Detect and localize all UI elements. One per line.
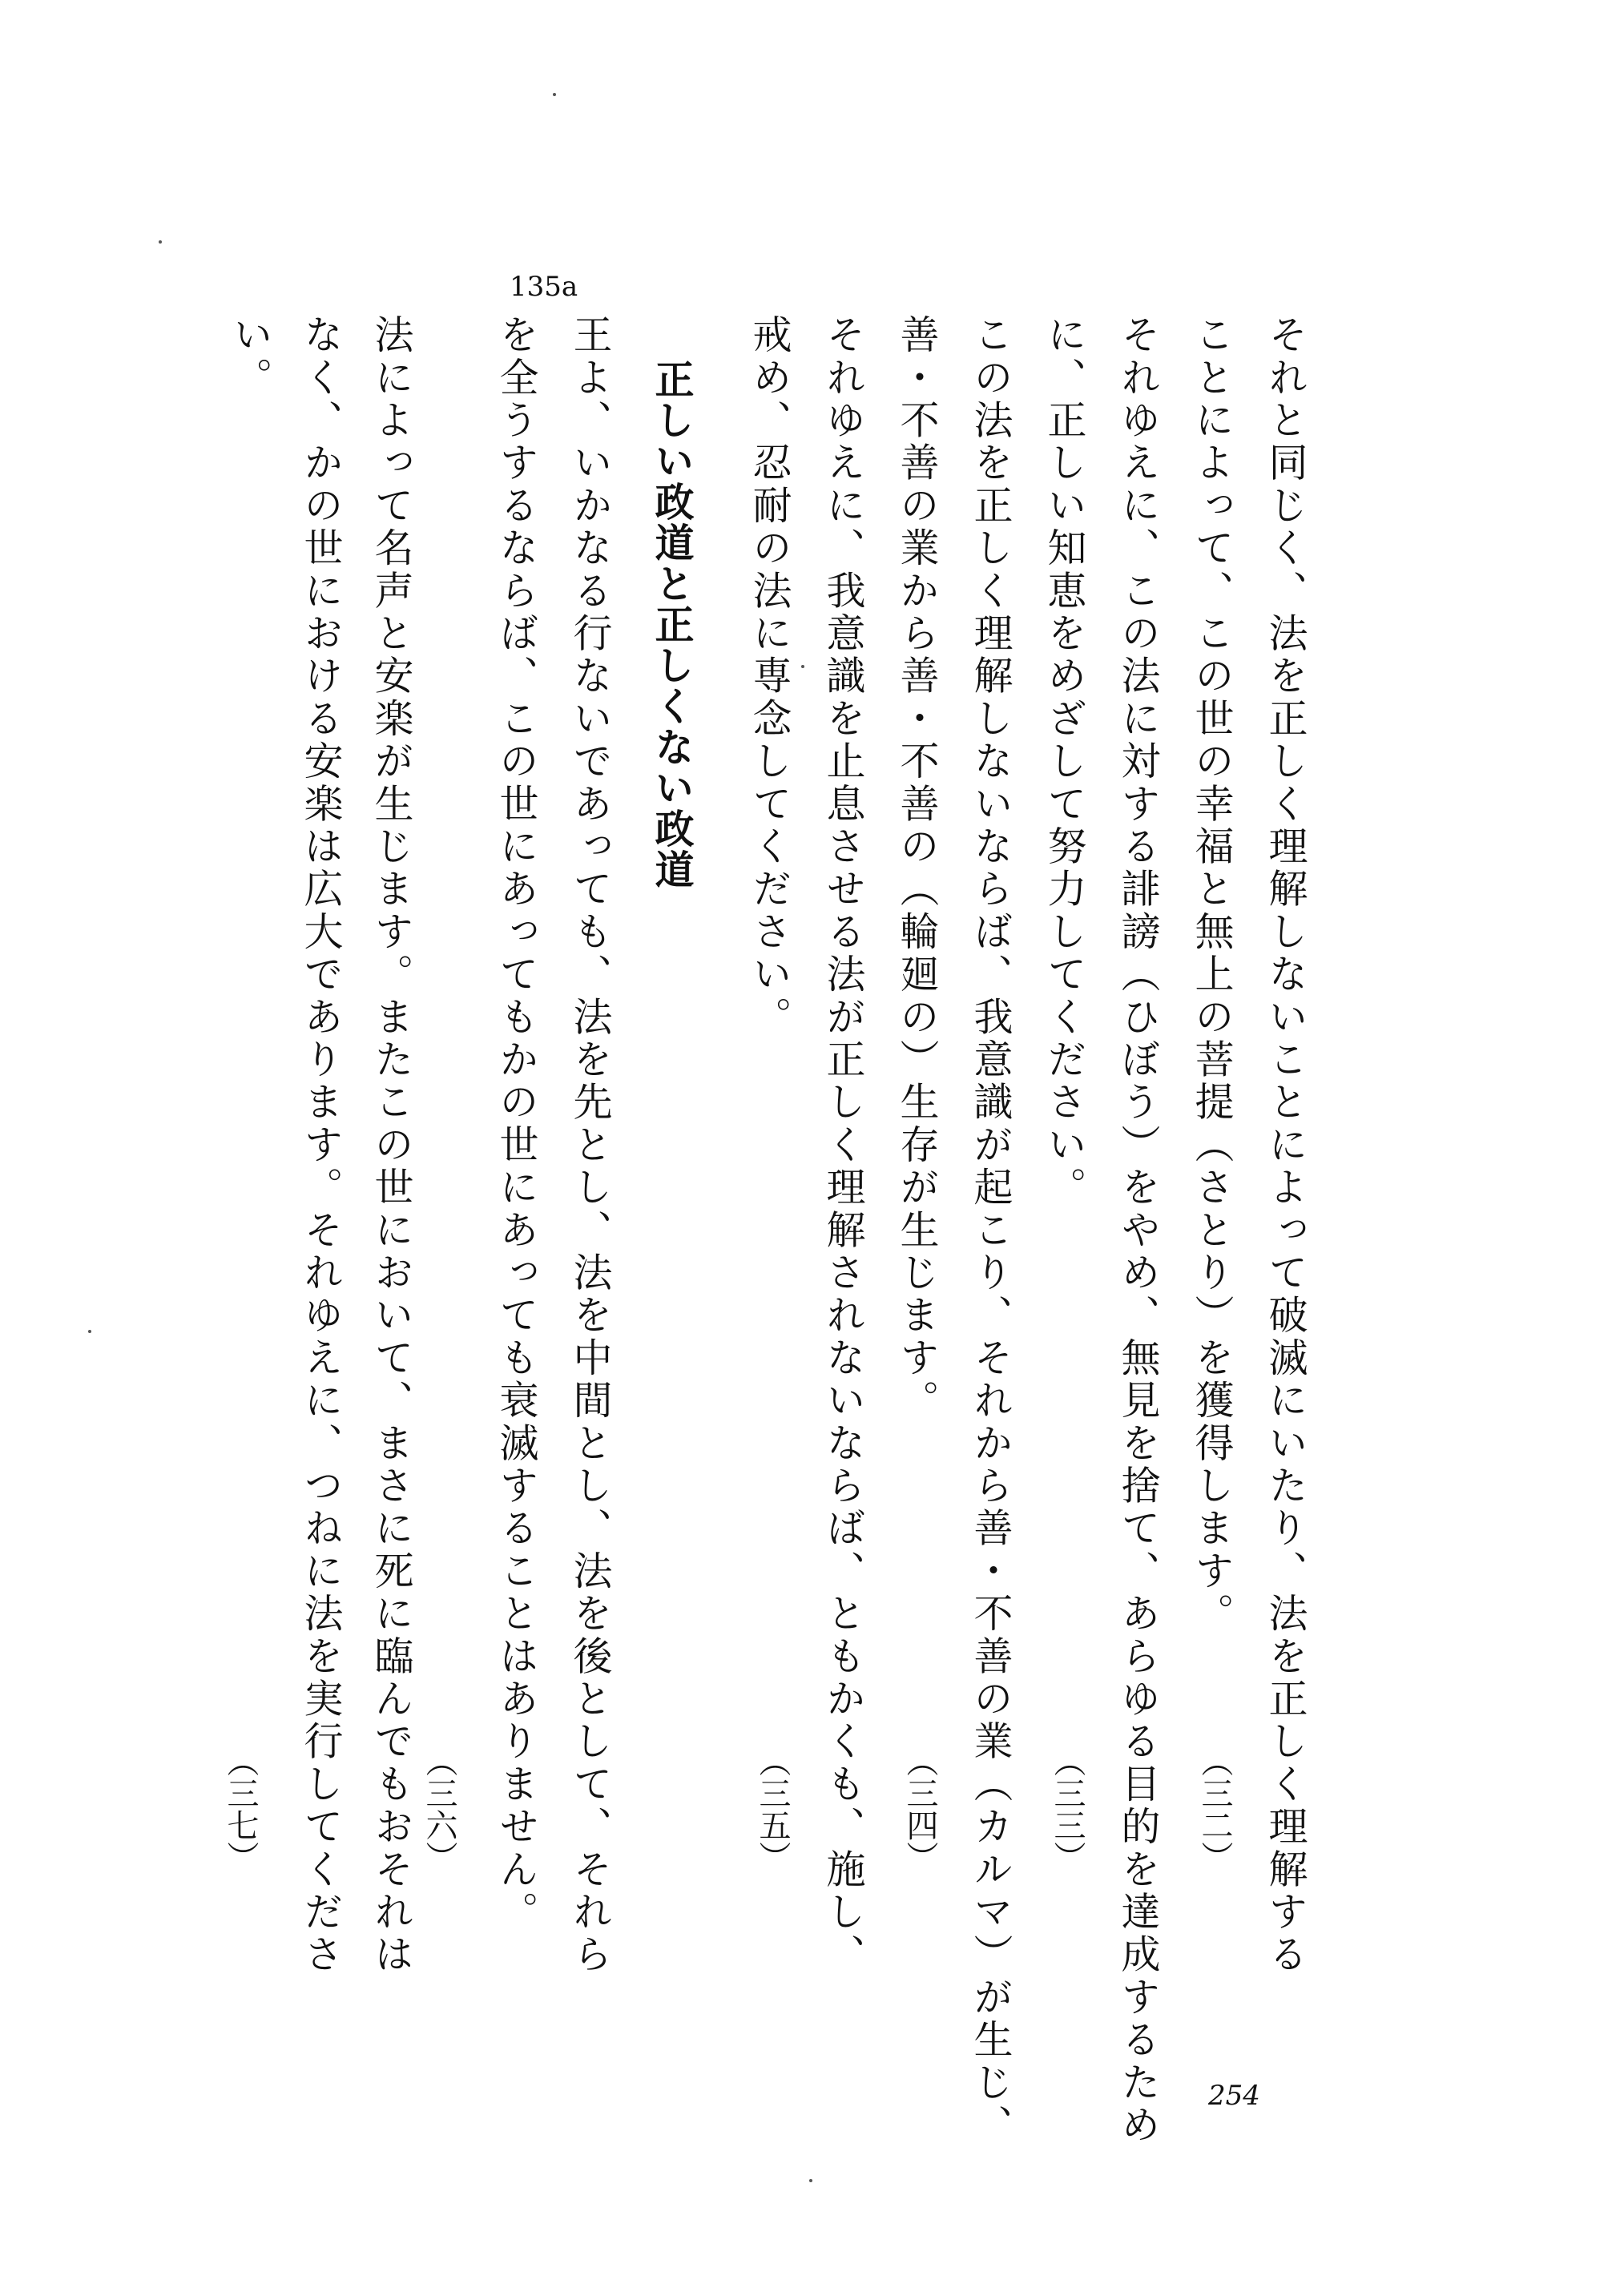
verse-number: （三七） [222,1745,259,1873]
verse-number: （三三） [1049,1745,1086,1873]
text-line: い。 [228,314,273,400]
margin-reference: 135a [510,271,578,303]
section-heading: 正しい政道と正しくない政道 [649,359,695,890]
text-line: ことによって、この世の幸福と無上の菩提（さとり）を獲得します。 [1189,314,1235,1636]
verse-number: （三四） [901,1745,938,1873]
scan-speck [809,2179,812,2182]
text-line: 善・不善の業から善・不善の（輪廻の）生存が生じます。 [894,314,940,1423]
scan-speck [88,1330,91,1333]
scan-speck [801,665,804,668]
text-line: なく、かの世における安楽は広大であります。それゆえに、つねに法を実行してくださ [298,314,344,1976]
text-line: 王よ、いかなる行ないであっても、法を先とし、法を中間とし、法を後として、それら [567,314,613,1976]
text-line: を全うするならば、この世にあってもかの世にあっても衰滅することはありません。 [494,314,539,1934]
verse-number: （三五） [754,1745,791,1873]
text-line: それゆえに、我意識を止息させる法が正しく理解されないならば、ともかくも、施し、 [820,314,866,1976]
scan-speck [159,240,162,244]
text-line: それゆえに、この法に対する誹謗（ひぼう）をやめ、無見を捨て、あらゆる目的を達成するため [1115,314,1161,2147]
page-number: 254 [1208,2080,1260,2112]
text-line: に、正しい知恵をめざして努力してください。 [1042,314,1087,1210]
verse-number: （三二） [1196,1745,1233,1873]
text-line: 戒め、忍耐の法に専念してください。 [747,314,792,1039]
text-line: 法によって名声と安楽が生じます。またこの世において、まさに死に臨んでもおそれは [369,314,414,1976]
text-line: この法を正しく理解しないならば、我意識が起こり、それから善・不善の業（カルマ）が生じ、 [968,314,1013,2147]
scan-speck [553,93,556,96]
verse-number: （三六） [421,1745,457,1873]
text-line: それと同じく、法を正しく理解しないことによって破滅にいたり、法を正しく理解する [1263,314,1308,1976]
